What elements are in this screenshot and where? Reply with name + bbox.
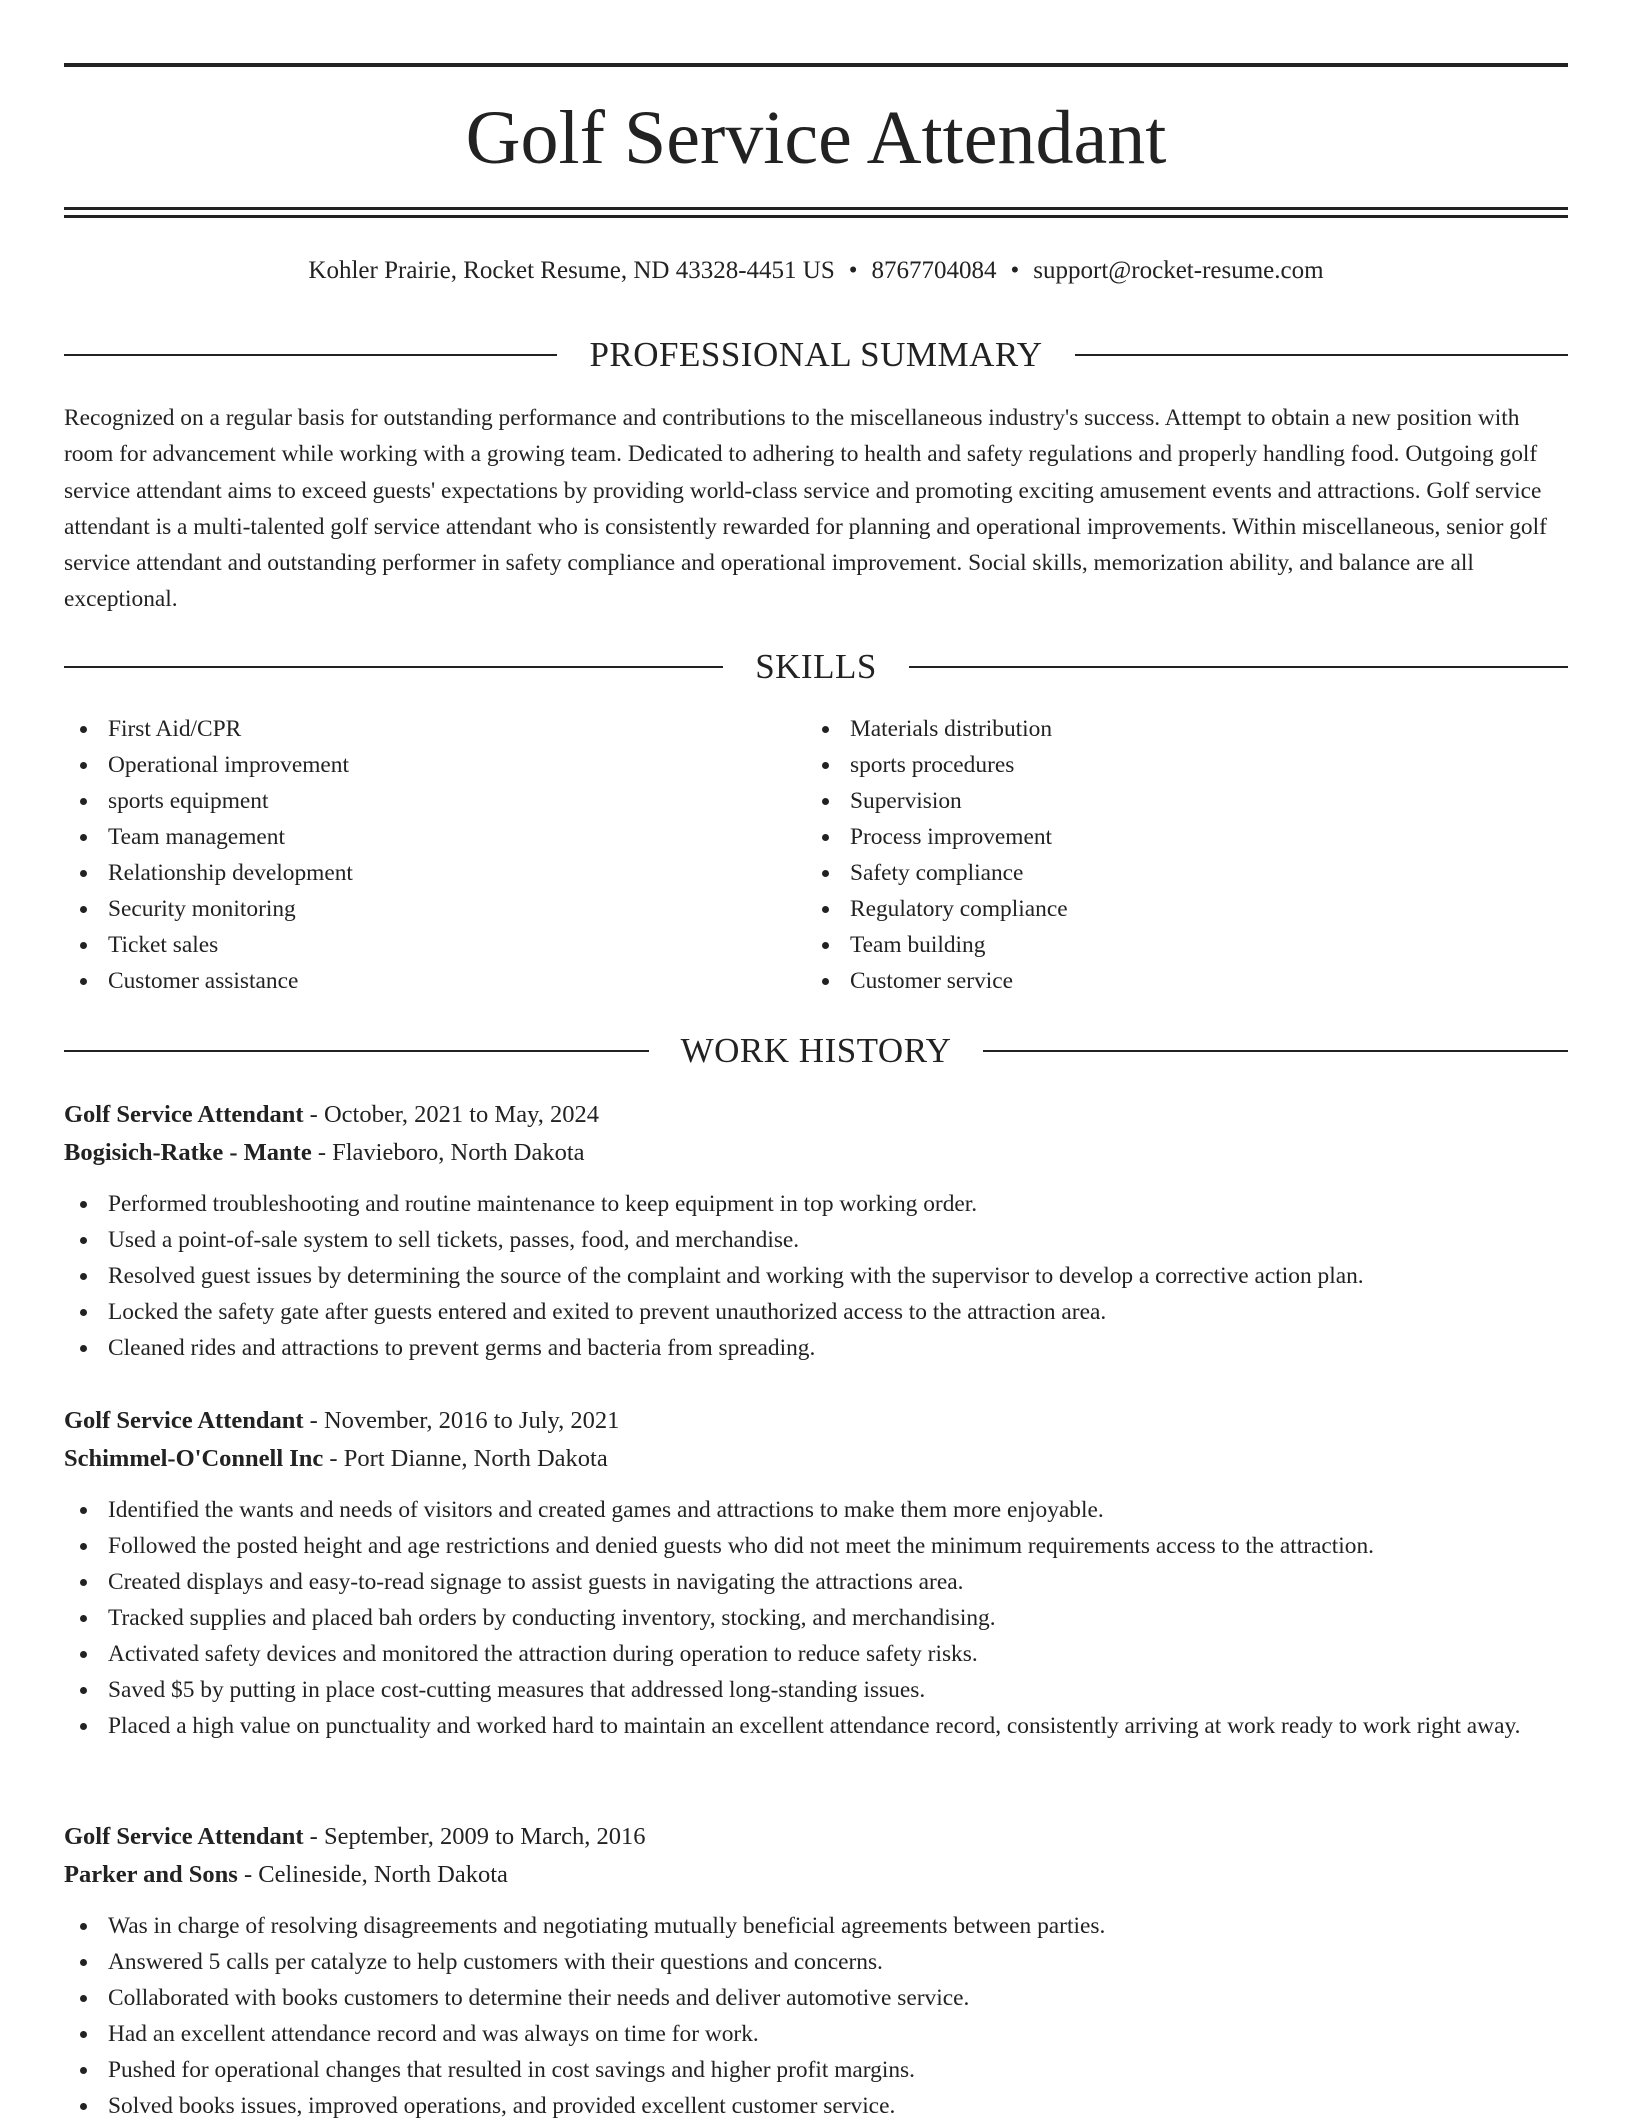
job-bullets — [64, 1186, 1568, 1366]
job-title-line — [64, 1402, 1568, 1440]
section-heading-work-history — [64, 1029, 1568, 1073]
list-item: Customer service — [806, 963, 1506, 999]
skills-list-right — [806, 711, 1506, 999]
list-item: Security monitoring — [64, 891, 764, 927]
list-item: Relationship development — [64, 855, 764, 891]
summary-paragraph: Recognized on a regular basis for outstanding performance and contributions to the miscellaneous industry's success. Attempt to obtain a new position with room for advancement while working with a growing team. Dedicated to adhering to health and safety regulations and properly handling food. Outgoing golf service attendant aims to exceed guests' expectations by providing world-class service and promoting exciting amusement events and attractions. Golf service attendant is a multi-talented golf service attendant who is consistently rewarded for planning and operational improvements. Within miscellaneous, senior golf service attendant and outstanding performer in safety compliance and operational improvement. Social skills, memorization ability, and balance are all exceptional. — [64, 405, 1547, 613]
job-dates: - November, 2016 to July, 2021 — [303, 1407, 620, 1434]
job-title-line — [64, 1818, 1568, 1856]
header-top-rule — [64, 63, 1568, 67]
job-company-line — [64, 1856, 1568, 1894]
list-item: Regulatory compliance — [806, 891, 1506, 927]
job-entry — [64, 1096, 1568, 1366]
job-dates: - October, 2021 to May, 2024 — [303, 1101, 599, 1128]
list-item: Followed the posted height and age restrictions and denied guests who did not meet the minimum requirements access to the attraction. — [64, 1528, 1568, 1564]
section-title: PROFESSIONAL SUMMARY — [589, 335, 1043, 374]
job-entry — [64, 1818, 1568, 2124]
list-item: Safety compliance — [806, 855, 1506, 891]
job-company: Schimmel-O'Connell Inc — [64, 1445, 324, 1472]
section-rule-right — [909, 666, 1568, 668]
section-rule-left — [64, 1050, 649, 1052]
list-item: Solved books issues, improved operations, and provided excellent customer service. — [64, 2088, 1568, 2124]
list-item: Cleaned rides and attractions to prevent germs and bacteria from spreading. — [64, 1330, 1568, 1366]
list-item: Saved $5 by putting in place cost-cutting measures that addressed long-standing issues. — [64, 1672, 1568, 1708]
list-item: Supervision — [806, 783, 1506, 819]
job-dates: - September, 2009 to March, 2016 — [303, 1823, 646, 1850]
section-rule-left — [64, 666, 723, 668]
list-item: Collaborated with books customers to determine their needs and deliver automotive service. — [64, 1980, 1568, 2016]
job-title: Golf Service Attendant — [64, 1823, 304, 1850]
job-company: Bogisich-Ratke - Mante — [64, 1139, 312, 1166]
job-title-line — [64, 1096, 1568, 1134]
list-item: Identified the wants and needs of visitors and created games and attractions to make them more enjoyable. — [64, 1492, 1568, 1528]
list-item: Materials distribution — [806, 711, 1506, 747]
list-item: Pushed for operational changes that resulted in cost savings and higher profit margins. — [64, 2052, 1568, 2088]
contact-email: support@rocket-resume.com — [1033, 257, 1324, 284]
section-heading-skills — [64, 645, 1568, 689]
list-item: Locked the safety gate after guests entered and exited to prevent unauthorized access to the attraction area. — [64, 1294, 1568, 1330]
skills-list-left — [64, 711, 764, 999]
list-item: Team building — [806, 927, 1506, 963]
job-title: Golf Service Attendant — [64, 1407, 304, 1434]
list-item: Customer assistance — [64, 963, 764, 999]
list-item: Had an excellent attendance record and was always on time for work. — [64, 2016, 1568, 2052]
list-item: Placed a high value on punctuality and worked hard to maintain an excellent attendance record, consistently arriving at work ready to work right away. — [64, 1708, 1568, 1744]
list-item: Used a point-of-sale system to sell tickets, passes, food, and merchandise. — [64, 1222, 1568, 1258]
job-entry — [64, 1402, 1568, 1744]
job-location: - Celineside, North Dakota — [237, 1861, 508, 1888]
list-item: First Aid/CPR — [64, 711, 764, 747]
job-company-line — [64, 1440, 1568, 1478]
list-item: Ticket sales — [64, 927, 764, 963]
header-double-rule-lower — [64, 215, 1568, 218]
contact-separator: • — [848, 257, 858, 284]
job-title: Golf Service Attendant — [64, 1101, 304, 1128]
list-item: Operational improvement — [64, 747, 764, 783]
list-item: Answered 5 calls per catalyze to help customers with their questions and concerns. — [64, 1944, 1568, 1980]
list-item: Resolved guest issues by determining the source of the complaint and working with the supervisor to develop a corrective action plan. — [64, 1258, 1568, 1294]
resume-title: Golf Service Attendant — [465, 96, 1167, 180]
list-item: Team management — [64, 819, 764, 855]
contact-separator: • — [1010, 257, 1020, 284]
list-item: Tracked supplies and placed bah orders by conducting inventory, stocking, and merchandising. — [64, 1600, 1568, 1636]
job-bullets — [64, 1908, 1568, 2124]
contact-line — [64, 253, 1568, 289]
list-item: Created displays and easy-to-read signage to assist guests in navigating the attractions area. — [64, 1564, 1568, 1600]
section-rule-right — [983, 1050, 1568, 1052]
section-rule-left — [64, 354, 557, 356]
list-item: sports procedures — [806, 747, 1506, 783]
section-title: SKILLS — [755, 647, 877, 686]
list-item: Process improvement — [806, 819, 1506, 855]
section-rule-right — [1075, 354, 1568, 356]
contact-phone: 8767704084 — [871, 257, 997, 284]
job-bullets — [64, 1492, 1568, 1744]
job-company-line — [64, 1134, 1568, 1172]
job-location: - Flavieboro, North Dakota — [311, 1139, 585, 1166]
header-double-rule-upper — [64, 207, 1568, 210]
section-title: WORK HISTORY — [680, 1031, 952, 1070]
job-company: Parker and Sons — [64, 1861, 238, 1888]
list-item: Activated safety devices and monitored the attraction during operation to reduce safety risks. — [64, 1636, 1568, 1672]
list-item: Performed troubleshooting and routine maintenance to keep equipment in top working order. — [64, 1186, 1568, 1222]
job-location: - Port Dianne, North Dakota — [323, 1445, 608, 1472]
section-heading-summary — [64, 333, 1568, 377]
contact-address: Kohler Prairie, Rocket Resume, ND 43328-4451 US — [308, 257, 835, 284]
list-item: Was in charge of resolving disagreements and negotiating mutually beneficial agreements between parties. — [64, 1908, 1568, 1944]
list-item: sports equipment — [64, 783, 764, 819]
